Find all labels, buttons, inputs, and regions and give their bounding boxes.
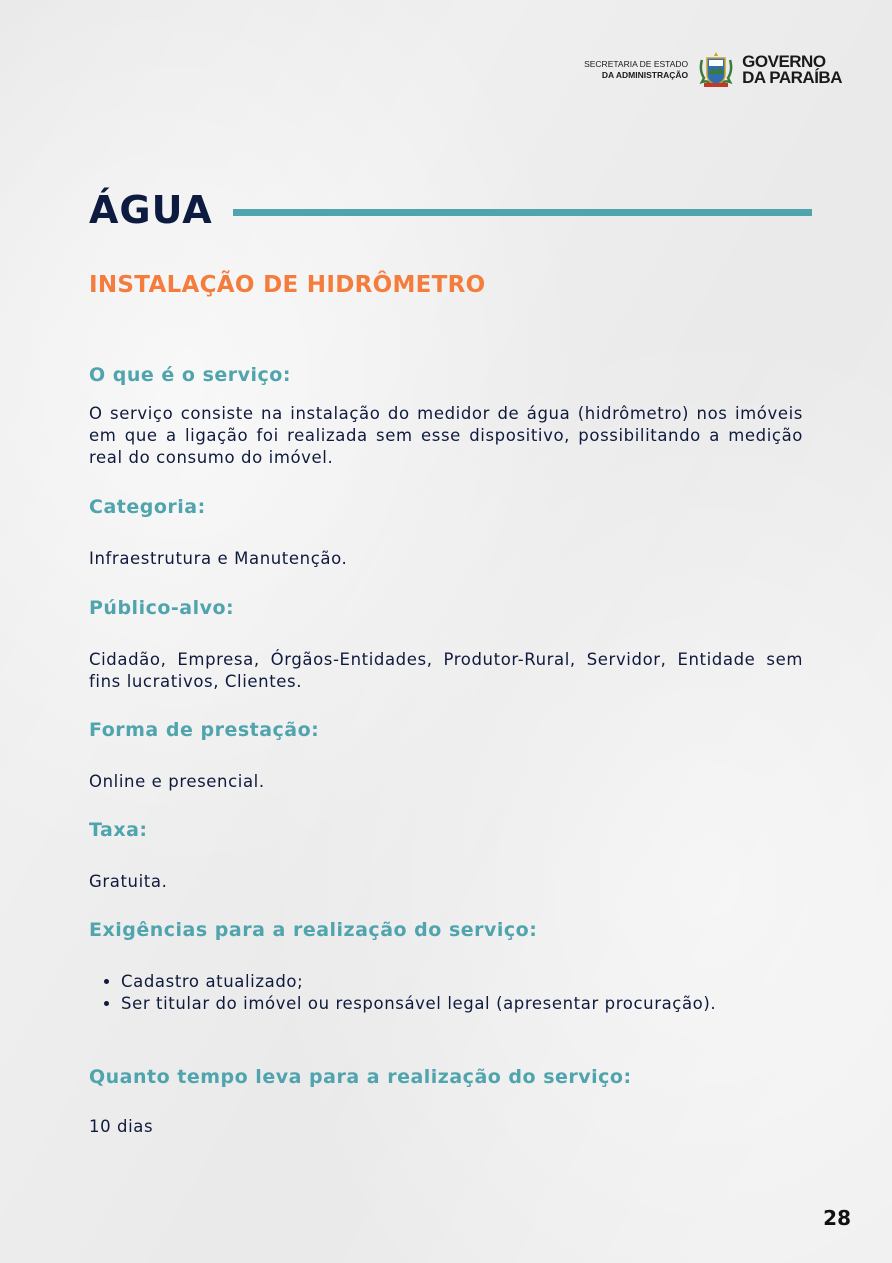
service-subtitle: INSTALAÇÃO DE HIDRÔMETRO: [89, 272, 486, 298]
page-number: 28: [823, 1206, 851, 1230]
time-heading: Quanto tempo leva para a realização do serviço:: [89, 1066, 632, 1088]
list-item: • Ser titular do imóvel ou responsável legal (apresentar procuração).: [121, 993, 803, 1015]
fee-text: Gratuita.: [89, 872, 168, 891]
fee-heading: Taxa:: [89, 819, 148, 841]
governo-logo-text: [742, 54, 842, 86]
title-divider-bar: [233, 209, 812, 216]
secretaria-label: [584, 59, 688, 81]
time-text: 10 dias: [89, 1117, 154, 1136]
gov-line2: DA PARAÍBA: [742, 68, 842, 87]
requirements-heading: Exigências para a realização do serviço:: [89, 919, 538, 941]
secretaria-line2: DA ADMINISTRAÇÃO: [601, 70, 689, 80]
coat-of-arms-icon: [696, 50, 736, 90]
header: [584, 50, 842, 90]
audience-heading: Público-alvo:: [89, 597, 235, 619]
page-title: ÁGUA: [89, 188, 213, 232]
category-heading: Categoria:: [89, 496, 206, 518]
delivery-text: Online e presencial.: [89, 772, 265, 791]
category-text: Infraestrutura e Manutenção.: [89, 549, 348, 568]
list-item: • Cadastro atualizado;: [121, 971, 803, 993]
delivery-heading: Forma de prestação:: [89, 719, 320, 741]
what-heading: O que é o serviço:: [89, 364, 291, 386]
gov-line1: GOVERNO: [742, 52, 826, 71]
requirements-list: [89, 971, 803, 1015]
title-row: [89, 188, 812, 232]
audience-text: Cidadão, Empresa, Órgãos-Entidades, Produtor-Rural, Servidor, Entidade sem fins lucrativos, Clientes.: [89, 650, 803, 691]
secretaria-line1: SECRETARIA DE ESTADO: [584, 59, 689, 69]
what-text: O serviço consiste na instalação do medidor de água (hidrômetro) nos imóveis em que a ligação foi realizada sem esse dispositivo, possibilitando a medição real do consumo do imóvel.: [89, 404, 803, 467]
